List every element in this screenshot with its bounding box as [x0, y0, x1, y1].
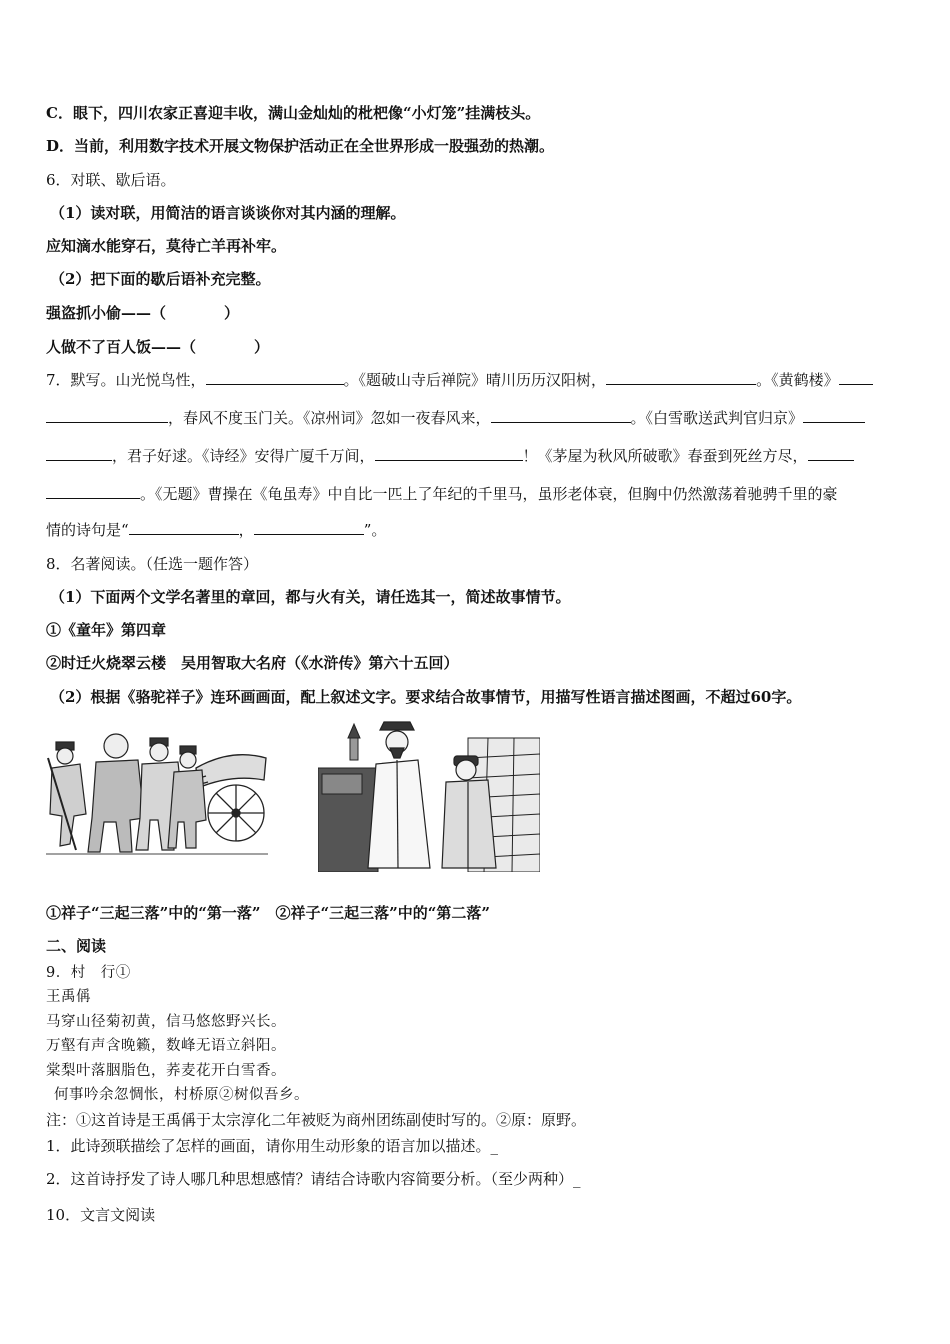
q7-blank-5b[interactable]	[46, 445, 112, 461]
q7-text-1b: 。《题破山寺后禅院》晴川历历汉阳树，	[343, 371, 607, 389]
poem-title: 9．村 行①	[46, 965, 131, 981]
comic-captions: ①祥子“三起三落”中的“第一落” ②祥子“三起三落”中的“第二落”	[46, 904, 491, 922]
question-7-line-5	[46, 519, 906, 541]
question-8-option-b: ②时迁火烧翠云楼 吴用智取大名府（《水浒传》第六十五回）	[46, 654, 459, 672]
q7-blank-9[interactable]	[254, 519, 364, 535]
comic-panel-right	[318, 718, 540, 872]
poem-line-2: 万壑有声含晚籁，数峰无语立斜阳。	[46, 1038, 286, 1054]
q7-blank-8[interactable]	[129, 519, 239, 535]
q7-text-5c: ”。	[363, 521, 387, 539]
question-6-part-2: （2）把下面的歇后语补充完整。	[50, 270, 271, 288]
question-9-sub-1: 1．此诗颈联描绘了怎样的画面，请你用生动形象的语言加以描述。_	[46, 1137, 499, 1155]
q7-blank-7a[interactable]	[808, 445, 854, 461]
poem-line-4: 何事吟余忽惆怅，村桥原②树似吾乡。	[54, 1087, 309, 1103]
poem-note: 注：①这首诗是王禹偁于太宗淳化二年被贬为商州团练副使时写的。②原：原野。	[46, 1111, 587, 1129]
xiehouyu-1-suffix: ）	[224, 304, 240, 322]
question-8-option-a: ①《童年》第四章	[46, 621, 167, 639]
xiehouyu-1-prefix: 强盗抓小偷——（	[46, 304, 167, 322]
question-6-part-1: （1）读对联，用简洁的语言谈谈你对其内涵的理解。	[50, 204, 406, 222]
section-2-heading: 二、阅读	[46, 937, 107, 955]
q7-blank-5a[interactable]	[803, 407, 865, 423]
question-8-title: 8．名著阅读。（任选一题作答）	[46, 555, 259, 573]
poem-line-1: 马穿山径菊初黄，信马悠悠野兴长。	[46, 1014, 286, 1030]
q7-blank-7b[interactable]	[46, 483, 140, 499]
q7-text-3b: ！《茅屋为秋风所破歌》春蚕到死丝方尽，	[522, 447, 808, 465]
q7-blank-3a[interactable]	[839, 369, 873, 385]
poem-author: 王禹偁	[46, 989, 91, 1005]
q7-blank-3b[interactable]	[46, 407, 168, 423]
q7-blank-2[interactable]	[606, 369, 756, 385]
q7-text-1c: 。《黄鹤楼》	[756, 371, 839, 389]
q7-text-2b: 。《白雪歌送武判官归京》	[630, 409, 804, 427]
question-7-line-4	[46, 483, 906, 505]
q7-text-2a: ，春风不度玉门关。《凉州词》忽如一夜春风来，	[168, 409, 491, 427]
question-6-title: 6．对联、歇后语。	[46, 171, 176, 189]
q7-text-1a: 7．默写。山光悦鸟性，	[46, 371, 206, 389]
xiehouyu-2-suffix: ）	[254, 338, 270, 356]
q7-blank-6[interactable]	[375, 445, 523, 461]
xiehouyu-2-prefix: 人做不了百人饭——（	[46, 338, 197, 356]
xiehouyu-1	[46, 302, 906, 324]
q7-blank-1[interactable]	[206, 369, 344, 385]
question-7-line-2	[46, 407, 906, 429]
option-d: D．当前，利用数字技术开展文物保护活动正在全世界形成一股强劲的热潮。	[46, 137, 555, 155]
question-7-line-1	[46, 369, 906, 391]
xiehouyu-2	[46, 336, 906, 358]
question-10-title: 10．文言文阅读	[46, 1206, 156, 1224]
question-7-line-3	[46, 445, 906, 467]
q7-text-3a: ，君子好逑。《诗经》安得广厦千万间，	[112, 447, 375, 465]
q7-text-5a: 情的诗句是“	[46, 521, 129, 539]
option-c: C．眼下，四川农家正喜迎丰收，满山金灿灿的枇杷像“小灯笼”挂满枝头。	[46, 104, 541, 122]
question-9-sub-2: 2．这首诗抒发了诗人哪几种思想感情？请结合诗歌内容简要分析。（至少两种）_	[46, 1170, 581, 1188]
couplet-text: 应知滴水能穿石，莫待亡羊再补牢。	[46, 237, 287, 255]
q7-text-5b: ，	[238, 521, 254, 539]
q7-blank-4[interactable]	[491, 407, 631, 423]
comic-panel-left	[46, 718, 268, 860]
poem-line-3: 棠梨叶落胭脂色，荞麦花开白雪香。	[46, 1063, 286, 1079]
question-8-part-2: （2）根据《骆驼祥子》连环画画面，配上叙述文字。要求结合故事情节，用描写性语言描述图画，不超过60字。	[50, 688, 802, 706]
q7-text-4a: 。《无题》曹操在《龟虽寿》中自比一匹上了年纪的千里马，虽形老体衰，但胸中仍然激荡着驰骋千里的豪	[140, 485, 838, 503]
question-8-part-1: （1）下面两个文学名著里的章回，都与火有关，请任选其一，简述故事情节。	[50, 588, 571, 606]
